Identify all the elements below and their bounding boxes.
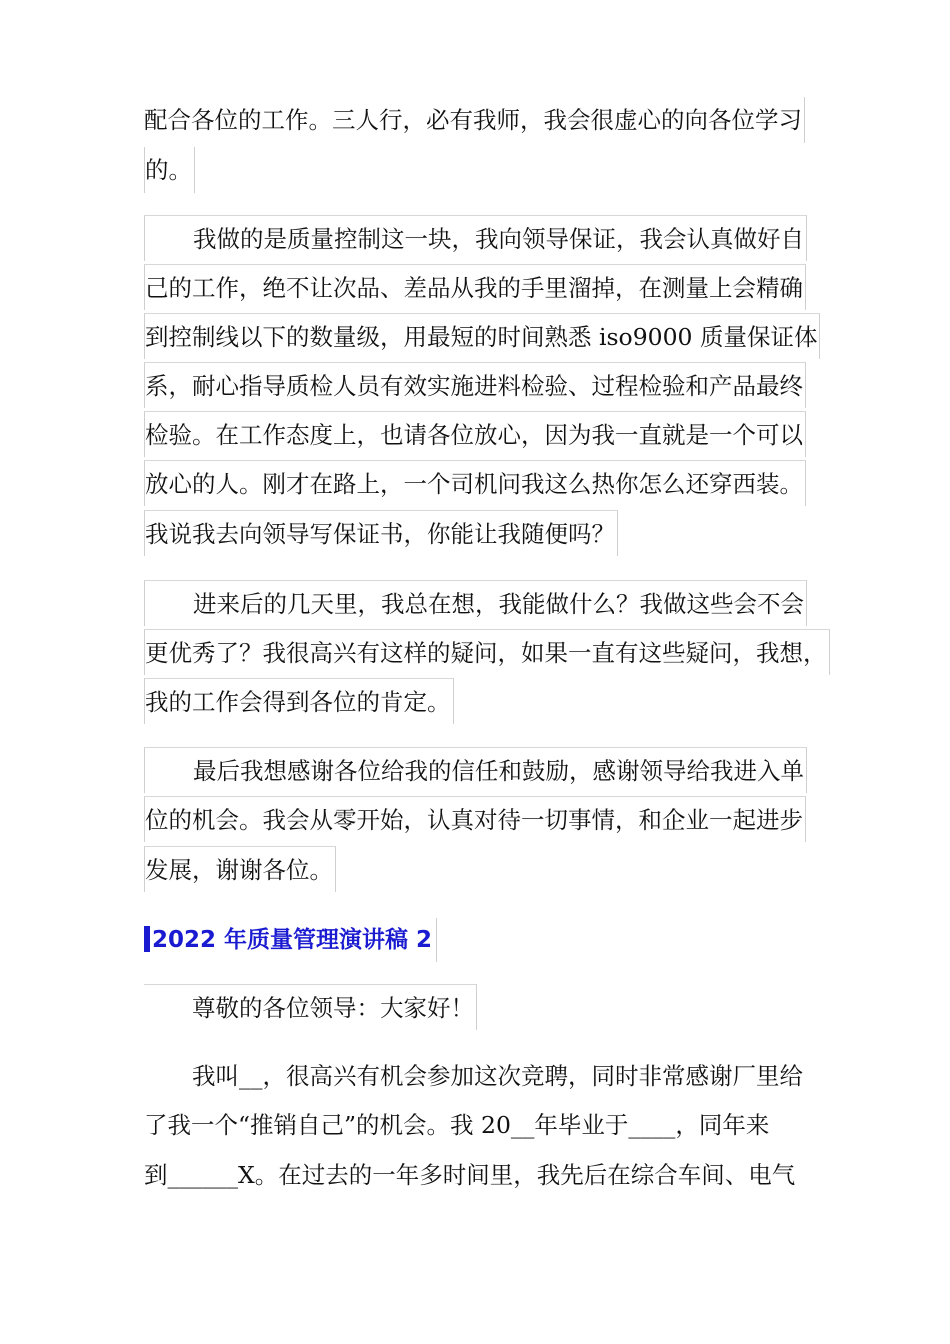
- section-heading-text: 2022 年质量管理演讲稿 2: [152, 927, 433, 953]
- para2-line6: 放心的人。刚才在路上，一个司机问我这么热你怎么还穿西装。: [144, 460, 806, 506]
- para1-line2: 的。: [144, 147, 195, 193]
- para2-line4: 系，耐心指导质检人员有效实施进料检验、过程检验和产品最终: [144, 362, 806, 408]
- heading-marker-icon: [144, 926, 150, 952]
- para3-line1: 进来后的几天里，我总在想，我能做什么？我做这些会不会: [144, 580, 807, 626]
- greeting: 尊敬的各位领导：大家好！: [144, 984, 477, 1030]
- section2-line2: 了我一个“推销自己”的机会。我 20__年毕业于____，同年来: [144, 1111, 770, 1139]
- section2-line1: 我叫__，很高兴有机会参加这次竞聘，同时非常感谢厂里给: [192, 1062, 803, 1090]
- para4-line1: 最后我想感谢各位给我的信任和鼓励，感谢领导给我进入单: [144, 747, 807, 793]
- para3-line3: 我的工作会得到各位的肯定。: [144, 678, 454, 724]
- section-heading: [144, 918, 437, 962]
- para2-line5: 检验。在工作态度上，也请各位放心，因为我一直就是一个可以: [144, 411, 806, 457]
- para2-line7: 我说我去向领导写保证书，你能让我随便吗？: [144, 510, 618, 556]
- para2-line3: 到控制线以下的数量级，用最短的时间熟悉 iso9000 质量保证体: [144, 313, 820, 359]
- para1-line1: 配合各位的工作。三人行，必有我师，我会很虚心的向各位学习: [144, 97, 805, 143]
- para2-line1: 我做的是质量控制这一块，我向领导保证，我会认真做好自: [144, 215, 807, 261]
- para2-line2: 己的工作，绝不让次品、差品从我的手里溜掉，在测量上会精确: [144, 264, 806, 310]
- para4-line3: 发展，谢谢各位。: [144, 846, 336, 892]
- para4-line2: 位的机会。我会从零开始，认真对待一切事情，和企业一起进步: [144, 796, 806, 842]
- para3-line2: 更优秀了？我很高兴有这样的疑问，如果一直有这些疑问，我想，: [144, 629, 830, 675]
- section2-line3: 到______X。在过去的一年多时间里，我先后在综合车间、电气: [144, 1161, 796, 1189]
